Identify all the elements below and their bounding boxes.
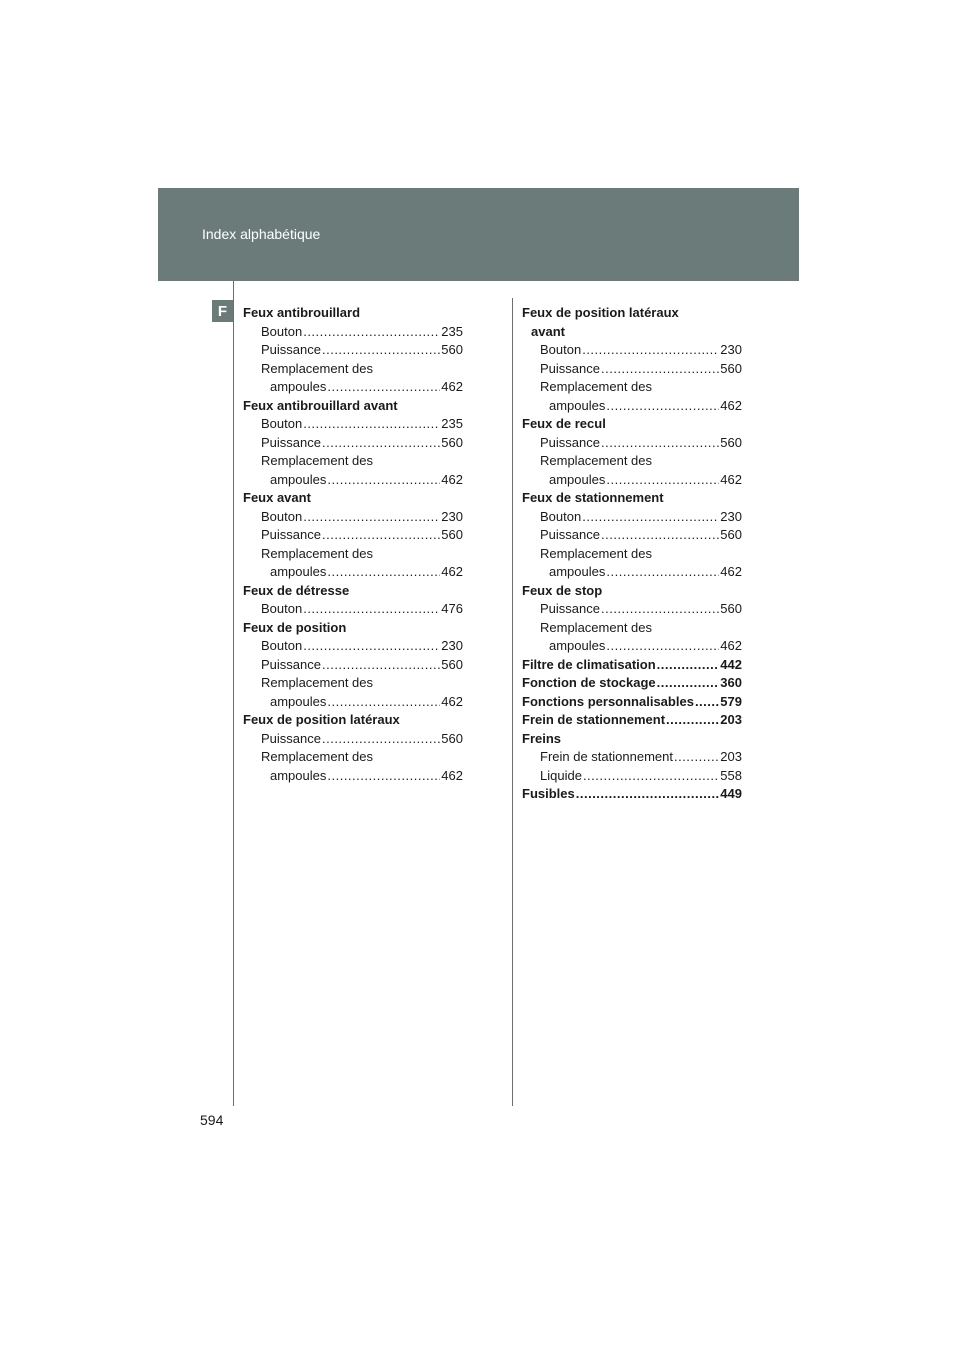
index-subentry: Remplacement des [540,453,652,468]
index-heading: Feux de stop [522,582,603,598]
index-entry[interactable]: Puissance ..... 560 [522,600,742,619]
index-heading: Feux avant [243,490,311,505]
index-entry[interactable]: Bouton ..... 230 [522,508,742,527]
index-subentry: Remplacement des [540,619,652,635]
page-ref: 235 [441,323,463,339]
index-entry[interactable]: Bouton ..... 230 [522,341,742,360]
index-heading: Feux antibrouillard [243,305,361,320]
page-ref: 462 [441,564,463,579]
page-ref: 476 [441,601,463,616]
page-ref: 558 [720,767,742,783]
page-ref: 230 [720,342,742,357]
index-entry[interactable]: ampoules ..... 462 [243,767,463,786]
index-entry-main[interactable]: Fusibles ..... 449 [522,785,742,804]
page-ref: 442 [720,656,742,672]
page-ref: 203 [720,749,742,764]
page-ref: 462 [441,767,463,783]
index-entry[interactable]: Bouton ..... 476 [243,600,463,619]
index-entry[interactable]: Frein de stationnement ..... 203 [522,748,742,767]
index-subentry: Remplacement des [261,675,373,690]
left-rule [233,281,234,1106]
index-heading: Feux de stationnement [522,490,664,505]
page-ref: 449 [720,786,742,801]
header-band [158,188,799,281]
index-entry[interactable]: Puissance ..... 560 [243,730,463,749]
page-ref: 462 [720,638,742,653]
section-letter-tab: F [212,300,233,322]
index-entry[interactable]: ampoules ..... 462 [243,563,463,582]
index-entry-main[interactable]: Filtre de climatisation ..... 442 [522,656,742,675]
page-ref: 360 [720,675,742,690]
page-ref: 560 [441,656,463,672]
index-entry[interactable]: ampoules ..... 462 [243,471,463,490]
index-entry-main[interactable]: Fonction de stockage ..... 360 [522,674,742,693]
index-subentry: Remplacement des [540,379,652,394]
index-entry[interactable]: Puissance ..... 560 [243,526,463,545]
index-subentry: Remplacement des [261,453,373,468]
index-entry[interactable]: ampoules ..... 462 [522,471,742,490]
index-entry[interactable]: Puissance ..... 560 [243,434,463,453]
page-ref: 462 [720,397,742,413]
index-entry-main[interactable]: Frein de stationnement ..... 203 [522,711,742,730]
index-subentry: Remplacement des [261,360,373,376]
index-heading: Feux de position latéraux avant [522,305,679,339]
index-column-left [243,304,463,785]
index-entry[interactable]: Puissance ..... 560 [522,434,742,453]
index-entry[interactable]: Puissance ..... 560 [243,341,463,360]
index-heading: Feux de détresse [243,582,350,598]
page-ref: 560 [441,730,463,746]
page-ref: 230 [441,638,463,653]
page-ref: 230 [720,508,742,524]
index-entry[interactable]: ampoules ..... 462 [522,637,742,656]
index-heading: Feux de position [243,619,347,635]
index-subentry: Remplacement des [540,545,652,561]
index-entry[interactable]: ampoules ..... 462 [243,693,463,712]
index-entry[interactable]: Liquide ..... 558 [522,767,742,786]
page-ref: 560 [441,342,463,357]
page-ref: 579 [720,693,742,709]
index-entry[interactable]: Puissance ..... 560 [243,656,463,675]
column-divider [512,298,513,1106]
index-entry[interactable]: Bouton ..... 235 [243,323,463,342]
index-heading: Freins [522,730,562,746]
page-ref: 560 [720,434,742,450]
index-entry[interactable]: ampoules ..... 462 [243,378,463,397]
page-ref: 203 [720,712,742,727]
index-column-right [522,304,742,804]
page-ref: 560 [720,360,742,376]
index-entry[interactable]: Bouton ..... 230 [243,637,463,656]
index-heading: Feux de position latéraux [243,712,400,727]
page-ref: 235 [441,416,463,431]
index-subentry: Remplacement des [261,545,373,561]
page-ref: 462 [720,471,742,487]
page-ref: 560 [720,527,742,542]
page-ref: 462 [441,693,463,709]
index-heading: Feux de recul [522,416,606,431]
page-number: 594 [200,1112,224,1128]
index-entry-main[interactable]: Fonctions personnalisables ..... 579 [522,693,742,712]
index-entry[interactable]: ampoules ..... 462 [522,397,742,416]
page-ref: 462 [720,564,742,579]
index-entry[interactable]: Puissance ..... 560 [522,526,742,545]
page-ref: 462 [441,471,463,487]
index-subentry: Remplacement des [261,749,373,764]
page-ref: 560 [441,434,463,450]
page-ref: 462 [441,379,463,394]
index-heading: Feux antibrouillard avant [243,397,398,413]
index-entry[interactable]: ampoules ..... 462 [522,563,742,582]
index-entry[interactable]: Bouton ..... 235 [243,415,463,434]
page-ref: 230 [441,508,463,524]
page-ref: 560 [441,527,463,542]
index-entry[interactable]: Bouton ..... 230 [243,508,463,527]
header-title: Index alphabétique [202,226,321,242]
index-entry[interactable]: Puissance ..... 560 [522,360,742,379]
page-ref: 560 [720,601,742,616]
